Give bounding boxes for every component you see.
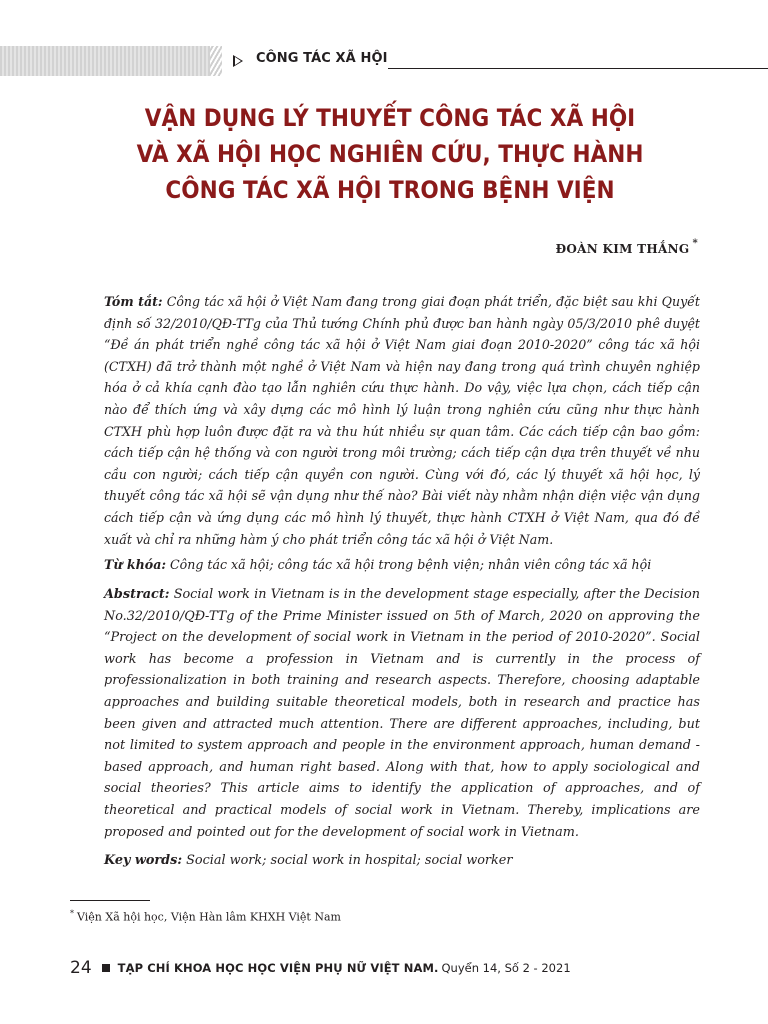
author-name: ĐOÀN KIM THẮNG xyxy=(555,242,690,256)
footnote xyxy=(70,909,341,924)
footnote-mark: * xyxy=(70,909,74,918)
footnote-rule xyxy=(70,900,150,901)
page-footer xyxy=(70,958,571,978)
author-footnote-mark: * xyxy=(692,238,698,249)
keywords-en-label: Key words: xyxy=(104,853,183,868)
footnote-text: Viện Xã hội học, Viện Hàn lâm KHXH Việt Nam xyxy=(77,910,341,924)
abstract-en-text: Social work in Vietnam is in the development stage especially, after the Decision No.32/2010/QĐ-TTg of the Prime Minister issued on 5th of March, 2020 on approving the “Project on the development of social work in Vietnam in the period of 2010-2020”. Social work has become a profession in Vietnam and is currently in the process of professionalization in both training and research aspects. Therefore, choosing adaptable approaches and building suitable theoretical models, both in research and practice has been given and attracted much attention. There are different approaches, including, but not limited to system approach and people in the environment approach, human demand - based approach, and human right based. Along with that, how to apply sociological and social theories? This article aims to identify the application of approaches, and of theoretical and practical models of social work in Vietnam. Thereby, implications are proposed and pointed out for the development of social work in Vietnam. xyxy=(104,587,700,840)
abstract-en xyxy=(104,584,700,843)
title-line-3: CÔNG TÁC XÃ HỘI TRONG BỆNH VIỆN xyxy=(165,176,615,204)
page-number: 24 xyxy=(70,958,92,978)
keywords-en xyxy=(104,850,700,872)
square-bullet-icon xyxy=(102,964,110,972)
section-label: CÔNG TÁC XÃ HỘI xyxy=(256,51,388,66)
abstract-vi-text: Công tác xã hội ở Việt Nam đang trong giai đoạn phát triển, đặc biệt sau khi Quyết định số 32/2010/QĐ-TTg của Thủ tướng Chính phủ được ban hành ngày 05/3/2010 phê duyệt “Đề án phát triển nghề công tác xã hội ở Việt Nam giai đoạn 2010-2020” công tác xã hội (CTXH) đã trở thành một nghề ở Việt Nam và hiện nay đang trong quá trình chuyên nghiệp hóa ở cả khía cạnh đào tạo lẫn nghiên cứu thực hành. Do vậy, việc lựa chọn, cách tiếp cận nào để thích ứng và xây dựng các mô hình lý luận trong nghiên cứu cũng như thực hành CTXH phù hợp luôn được đặt ra và thu hút nhiều sự quan tâm. Các cách tiếp cận bao gồm: cách tiếp cận hệ thống và con người trong môi trường; cách tiếp cận dựa trên thuyết về nhu cầu con người; cách tiếp cận quyền con người. Cùng với đó, các lý thuyết xã hội học, lý thuyết công tác xã hội sẽ vận dụng như thế nào? Bài viết này nhằm nhận diện việc vận dụng cách tiếp cận và ứng dụng các mô hình lý thuyết, thực hành CTXH ở Việt Nam, qua đó đề xuất và chỉ ra những hàm ý cho phát triển công tác xã hội ở Việt Nam. xyxy=(104,294,700,547)
play-triangle-icon xyxy=(233,55,243,67)
header-band xyxy=(0,46,222,76)
author xyxy=(556,240,698,256)
keywords-vi xyxy=(104,554,700,576)
article-title xyxy=(111,100,669,208)
title-line-2: VÀ XÃ HỘI HỌC NGHIÊN CỨU, THỰC HÀNH xyxy=(136,140,644,168)
keywords-vi-label: Từ khóa: xyxy=(104,557,167,572)
title-line-1: VẬN DỤNG LÝ THUYẾT CÔNG TÁC XÃ HỘI xyxy=(144,104,636,132)
abstract-vi-label: Tóm tắt: xyxy=(104,294,163,309)
journal-name: TẠP CHÍ KHOA HỌC HỌC VIỆN PHỤ NỮ VIỆT NAM. xyxy=(117,961,439,975)
keywords-en-text: Social work; social work in hospital; social worker xyxy=(186,853,513,868)
abstract-en-label: Abstract: xyxy=(104,587,170,602)
journal-issue: Quyển 14, Số 2 - 2021 xyxy=(441,961,571,975)
keywords-vi-text: Công tác xã hội; công tác xã hội trong bệnh viện; nhân viên công tác xã hội xyxy=(170,557,652,572)
abstract-vi xyxy=(104,291,700,550)
header-rule xyxy=(388,68,768,69)
